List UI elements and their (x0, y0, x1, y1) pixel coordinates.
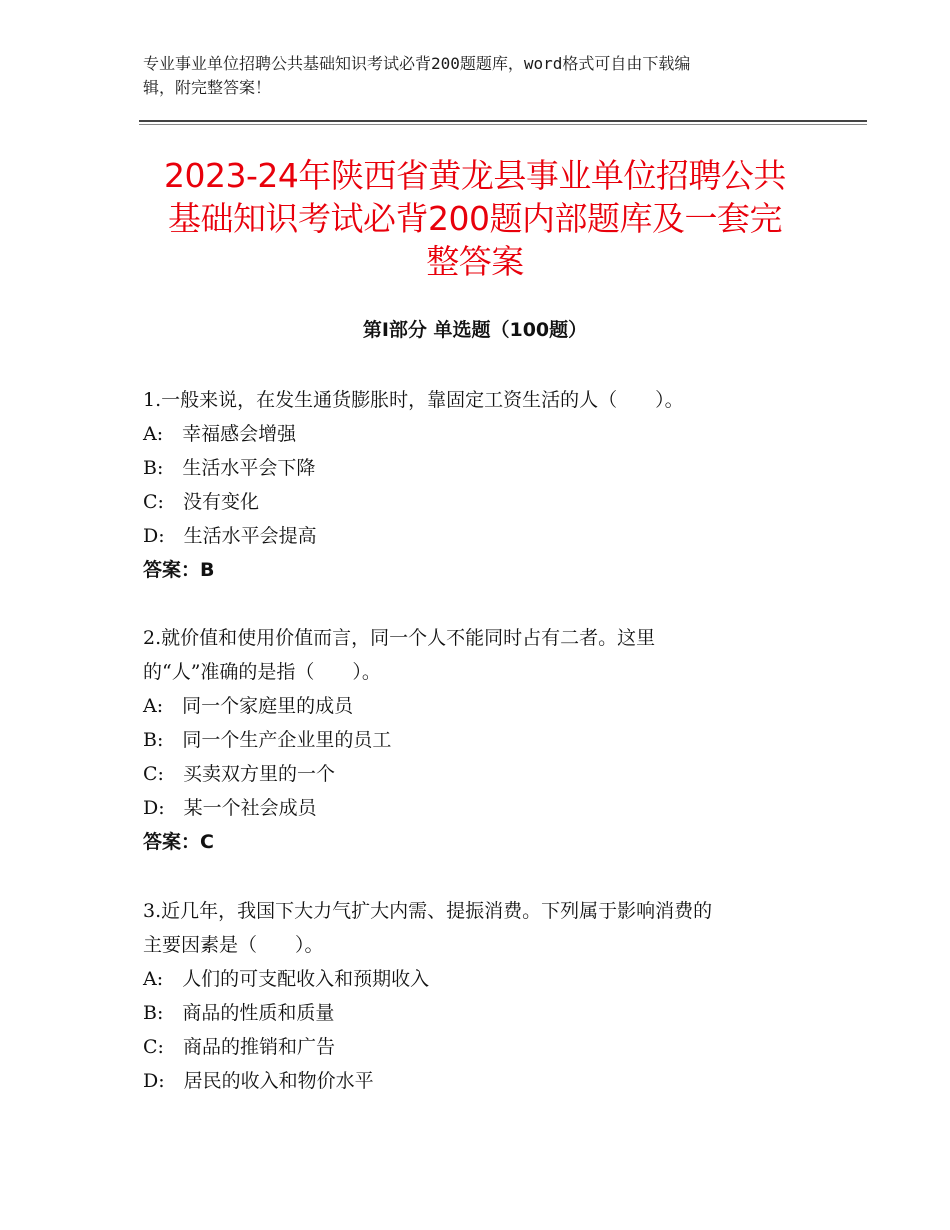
question-stem-continued: 主要因素是（ ）。 (143, 934, 324, 956)
question-3 (143, 894, 843, 1098)
option-c: C: 商品的推销和广告 (143, 1036, 335, 1058)
option-c: C: 买卖双方里的一个 (143, 763, 335, 785)
option-b: B: 商品的性质和质量 (143, 1002, 335, 1024)
answer-label: 答案：C (143, 831, 214, 853)
option-a: A: 幸福感会增强 (143, 423, 297, 445)
option-a: A: 同一个家庭里的成员 (143, 695, 354, 717)
option-d: D: 生活水平会提高 (143, 525, 317, 547)
header-note-line-2: 辑，附完整答案！ (143, 78, 272, 97)
option-c: C: 没有变化 (143, 491, 259, 513)
document-title (110, 154, 840, 283)
option-a: A: 人们的可支配收入和预期收入 (143, 968, 430, 990)
question-stem: 3.近几年，我国下大力气扩大内需、提振消费。下列属于影响消费的 (143, 900, 713, 922)
question-2 (143, 621, 843, 859)
title-line-3: 整答案 (426, 242, 524, 281)
header-divider-thick (139, 120, 867, 122)
option-d: D: 居民的收入和物价水平 (143, 1070, 374, 1092)
question-stem: 2.就价值和使用价值而言，同一个人不能同时占有二者。这里 (143, 627, 656, 649)
option-b: B: 生活水平会下降 (143, 457, 316, 479)
title-line-2: 基础知识考试必背200题内部题库及一套完 (168, 199, 782, 238)
option-d: D: 某一个社会成员 (143, 797, 317, 819)
question-stem: 1.一般来说，在发生通货膨胀时，靠固定工资生活的人（ ）。 (143, 389, 684, 411)
title-line-1: 2023-24年陕西省黄龙县事业单位招聘公共 (164, 156, 786, 195)
header-divider-thin (139, 124, 867, 125)
option-b: B: 同一个生产企业里的员工 (143, 729, 392, 751)
answer-label: 答案：B (143, 559, 215, 581)
section-heading: 第Ⅰ部分 单选题（100题） (362, 319, 588, 341)
question-stem-continued: 的“人”准确的是指（ ）。 (143, 661, 381, 683)
header-note-line-1: 专业事业单位招聘公共基础知识考试必背200题题库，word格式可自由下载编 (143, 54, 691, 73)
question-1 (143, 383, 843, 587)
header-note (143, 52, 823, 100)
